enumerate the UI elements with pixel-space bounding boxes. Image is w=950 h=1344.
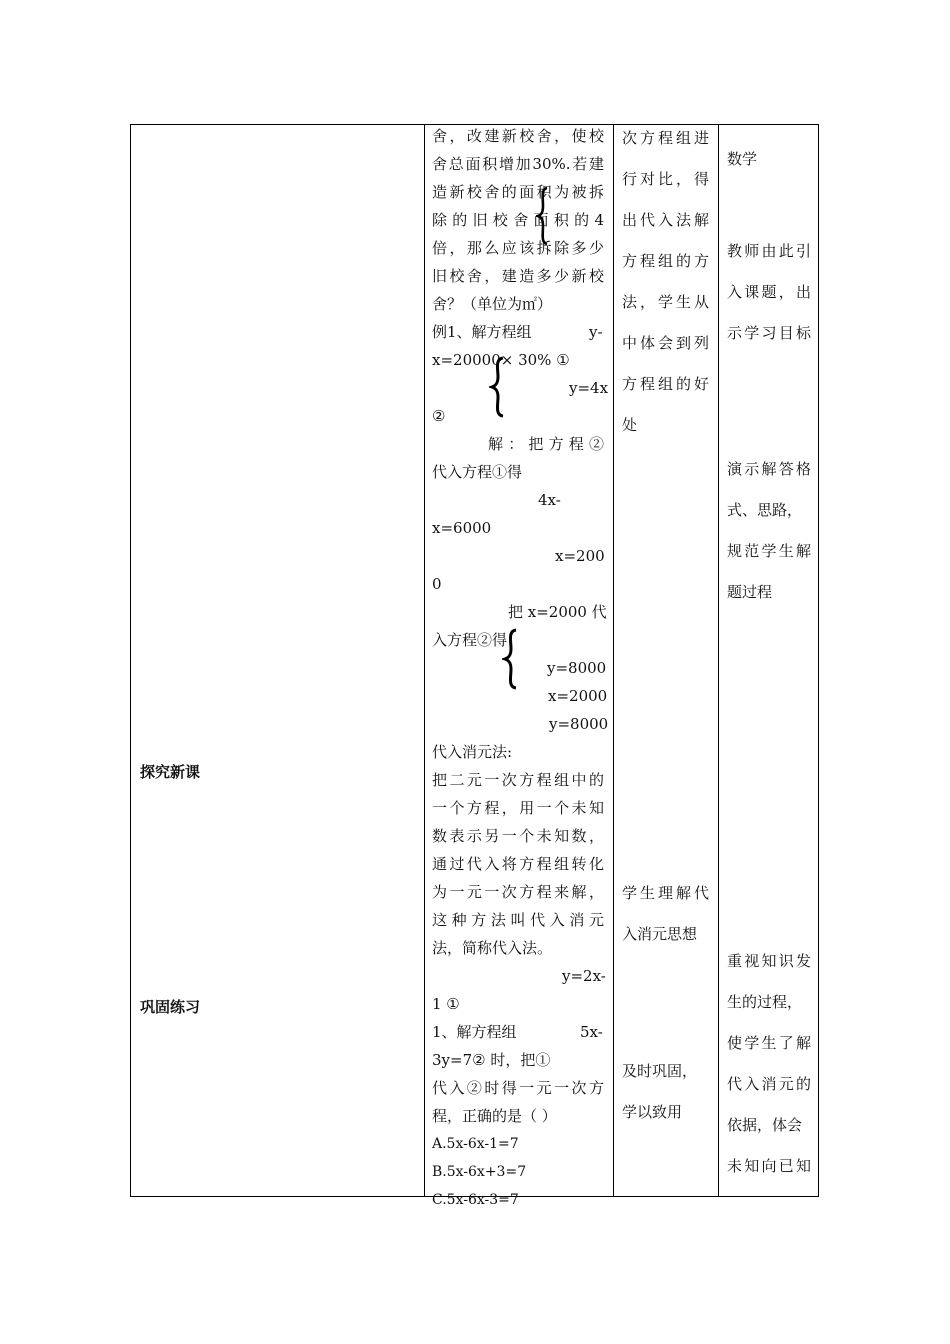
section-label-explore: 探究新课 <box>140 763 201 781</box>
student-text: 行对比，得 <box>622 170 709 188</box>
student-text: 及时巩固， <box>622 1062 698 1080</box>
solution-text: x=200 <box>555 547 605 565</box>
brace-icon <box>489 356 507 418</box>
intent-text: 未知向已知 <box>727 1157 811 1175</box>
intent-text: 依据，体会 <box>727 1116 803 1134</box>
option-a: A.5x-6x-1=7 <box>432 1136 519 1152</box>
method-text: 把二元一次方程组中的 <box>432 771 604 789</box>
student-text: 学以致用 <box>622 1103 683 1121</box>
method-text: 这种方法叫代入消元 <box>432 911 604 929</box>
solution-text: y=8000 <box>547 659 607 677</box>
student-text: 学生理解代 <box>622 884 709 902</box>
solution-text: 入方程②得 <box>432 631 508 649</box>
method-title: 代入消元法: <box>432 743 513 761</box>
intent-text: 入课题，出 <box>727 283 811 301</box>
practice-text: y=2x- <box>562 967 606 985</box>
equation-text: y- <box>589 323 603 341</box>
equation-text: ② <box>432 407 446 425</box>
intent-text: 代入消元的 <box>727 1075 811 1093</box>
column-divider <box>718 125 719 1196</box>
solution-text: x=6000 <box>432 519 492 537</box>
brace-icon <box>536 186 550 246</box>
student-text: 中体会到列 <box>622 334 709 352</box>
practice-text: 程，正确的是（ ） <box>432 1107 557 1125</box>
problem-line: 除的旧校舍面积的4 <box>432 211 604 229</box>
problem-line: 舍？（单位为㎡） <box>432 295 553 313</box>
solution-text: y=8000 <box>549 715 609 733</box>
problem-line: 造新校舍的面积为被拆 <box>432 183 604 201</box>
intent-text: 重视知识发 <box>727 952 811 970</box>
intent-text: 生的过程， <box>727 993 803 1011</box>
column-divider <box>424 125 425 1196</box>
student-text: 法，学生从 <box>622 293 709 311</box>
example-title: 例1、解方程组 <box>432 323 532 341</box>
option-c: C.5x-6x-3=7 <box>432 1192 519 1208</box>
intent-text: 使学生了解 <box>727 1034 811 1052</box>
practice-text: 1、解方程组 <box>432 1023 517 1041</box>
method-text: 法，简称代入法。 <box>432 939 553 957</box>
student-text: 入消元思想 <box>622 925 698 943</box>
problem-line: 旧校舍，建造多少新校 <box>432 267 604 285</box>
problem-line: 倍，那么应该拆除多少 <box>432 239 604 257</box>
method-text: 一个方程，用一个未知 <box>432 799 604 817</box>
problem-line: 舍总面积增加30%.若建 <box>432 155 604 173</box>
practice-text: 5x- <box>580 1023 603 1041</box>
brace-icon <box>502 628 520 690</box>
student-text: 处 <box>622 416 638 434</box>
intent-text: 教师由此引 <box>727 242 811 260</box>
student-text: 方程组的方 <box>622 252 709 270</box>
method-text: 数表示另一个未知数， <box>432 827 604 845</box>
practice-text: 代入②时得一元一次方 <box>432 1079 604 1097</box>
solution-text: 代入方程①得 <box>432 463 523 481</box>
section-label-practice: 巩固练习 <box>140 998 201 1016</box>
solution-text: 解：把方程② <box>488 435 604 453</box>
solution-text: x=2000 <box>548 687 608 705</box>
intent-text: 数学 <box>727 150 758 168</box>
solution-text: 把 x=2000 代 <box>508 603 607 621</box>
intent-text: 示学习目标 <box>727 324 811 342</box>
intent-text: 演示解答格 <box>727 460 811 478</box>
intent-text: 规范学生解 <box>727 542 811 560</box>
method-text: 通过代入将方程组转化 <box>432 855 604 873</box>
column-divider <box>613 125 614 1196</box>
practice-text: 3y=7② 时，把① <box>432 1051 551 1069</box>
intent-text: 式、思路， <box>727 501 803 519</box>
solution-text: 0 <box>432 575 442 593</box>
student-text: 出代入法解 <box>622 211 709 229</box>
solution-text: 4x- <box>538 491 561 509</box>
problem-line: 舍，改建新校舍，使校 <box>432 127 604 145</box>
method-text: 为一元一次方程来解， <box>432 883 604 901</box>
student-text: 次方程组进 <box>622 129 709 147</box>
equation-text: x=20000× 30% ① <box>432 351 570 369</box>
practice-text: 1 ① <box>432 995 460 1013</box>
intent-text: 题过程 <box>727 583 773 601</box>
option-b: B.5x-6x+3=7 <box>432 1164 527 1180</box>
student-text: 方程组的好 <box>622 375 709 393</box>
equation-text: y=4x <box>569 379 609 397</box>
